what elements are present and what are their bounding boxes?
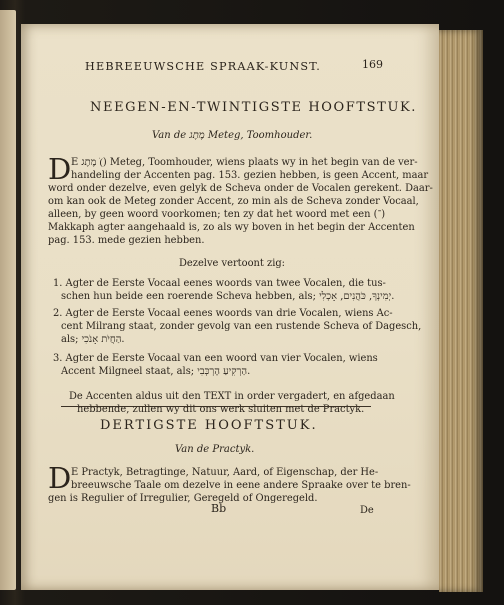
chapter-30-subtitle: Van de Practyk.	[175, 444, 255, 455]
lead-line: Dezelve vertoont zig:	[179, 258, 286, 269]
list-item-line: als; הַחֲיֹת אָנֹכִי.	[61, 334, 125, 345]
paragraph-line: Makkaph agter aangehaald is, zo als wy boven in het begin der Accenten	[48, 222, 415, 233]
list-item-line: 1. Agter de Eerste Vocaal eenes woords van twee Vocalen, die tus-	[53, 278, 386, 289]
list-item-line: 2. Agter de Eerste Vocaal eenes woords van drie Vocalen, wiens Ac-	[53, 308, 393, 319]
paragraph-line: word onder dezelve, even gelyk de Scheva onder de Vocalen gerekent. Daar-	[48, 183, 433, 194]
running-head: HEBREEUWSCHE SPRAAK-KUNST.	[85, 60, 322, 73]
paragraph-line: handeling der Accenten pag. 153. gezien hebben, is geen Accent, maar	[71, 170, 429, 181]
chapter-29-subtitle: Van de מֶתֶג Meteg, Toomhouder.	[152, 130, 313, 141]
paragraph-line: breeuwsche Taale om dezelve in eene andere Spraake over te bren-	[71, 480, 411, 491]
catchword: De	[360, 505, 374, 516]
book-page	[21, 24, 439, 590]
closing-line: De Accenten aldus uit den TEXT in order vergadert, en afgedaan	[69, 391, 395, 402]
chapter-30-title: DERTIGSTE HOOFTSTUK.	[100, 418, 318, 433]
paragraph-line: pag. 153. mede gezien hebben.	[48, 235, 205, 246]
list-item-line: 3. Agter de Eerste Vocaal van een woord van vier Vocalen, wiens	[53, 353, 378, 364]
list-item-line: Accent Milgneel staat, als; הַרְקִיעַ הָרְכְּבִי.	[61, 366, 251, 377]
signature-mark: Bb	[211, 502, 227, 515]
paragraph-line: E Practyk, Betragtinge, Natuur, Aard, of Eigenschap, der He-	[71, 467, 379, 478]
chapter-29-title: NEEGEN-EN-TWINTIGSTE HOOFTSTUK.	[90, 100, 418, 115]
paragraph-line: E מֶתֶג (ׂ) Meteg, Toomhouder, wiens plaats wy in het begin van de ver-	[71, 157, 418, 168]
page-block-edge	[439, 30, 483, 592]
drop-cap: D	[48, 461, 72, 495]
drop-cap: D	[48, 152, 72, 186]
list-item-line: cent Milrang staat, zonder gevolg van een rustende Scheva of Dagesch,	[61, 321, 422, 332]
section-divider	[61, 406, 371, 407]
page-number: 169	[362, 58, 383, 71]
facing-page-edge	[0, 10, 16, 590]
closing-line: hebbende, zullen wy dit ons werk sluiten met de Practyk.	[77, 404, 365, 415]
paragraph-line: alleen, by geen woord voorkomen; ten zy dat het woord met een (־)	[48, 209, 386, 220]
paragraph-line: om kan ook de Meteg zonder Accent, zo min als de Scheva zonder Vocaal,	[48, 196, 419, 207]
list-item-line: schen hun beide een roerende Scheva hebben, als; יְמִינְךָ, כֹּהֲנִים, אָכְלִי.	[61, 291, 395, 302]
paragraph-line: gen is Regulier of Irregulier, Geregeld of Ongeregeld.	[48, 493, 318, 504]
